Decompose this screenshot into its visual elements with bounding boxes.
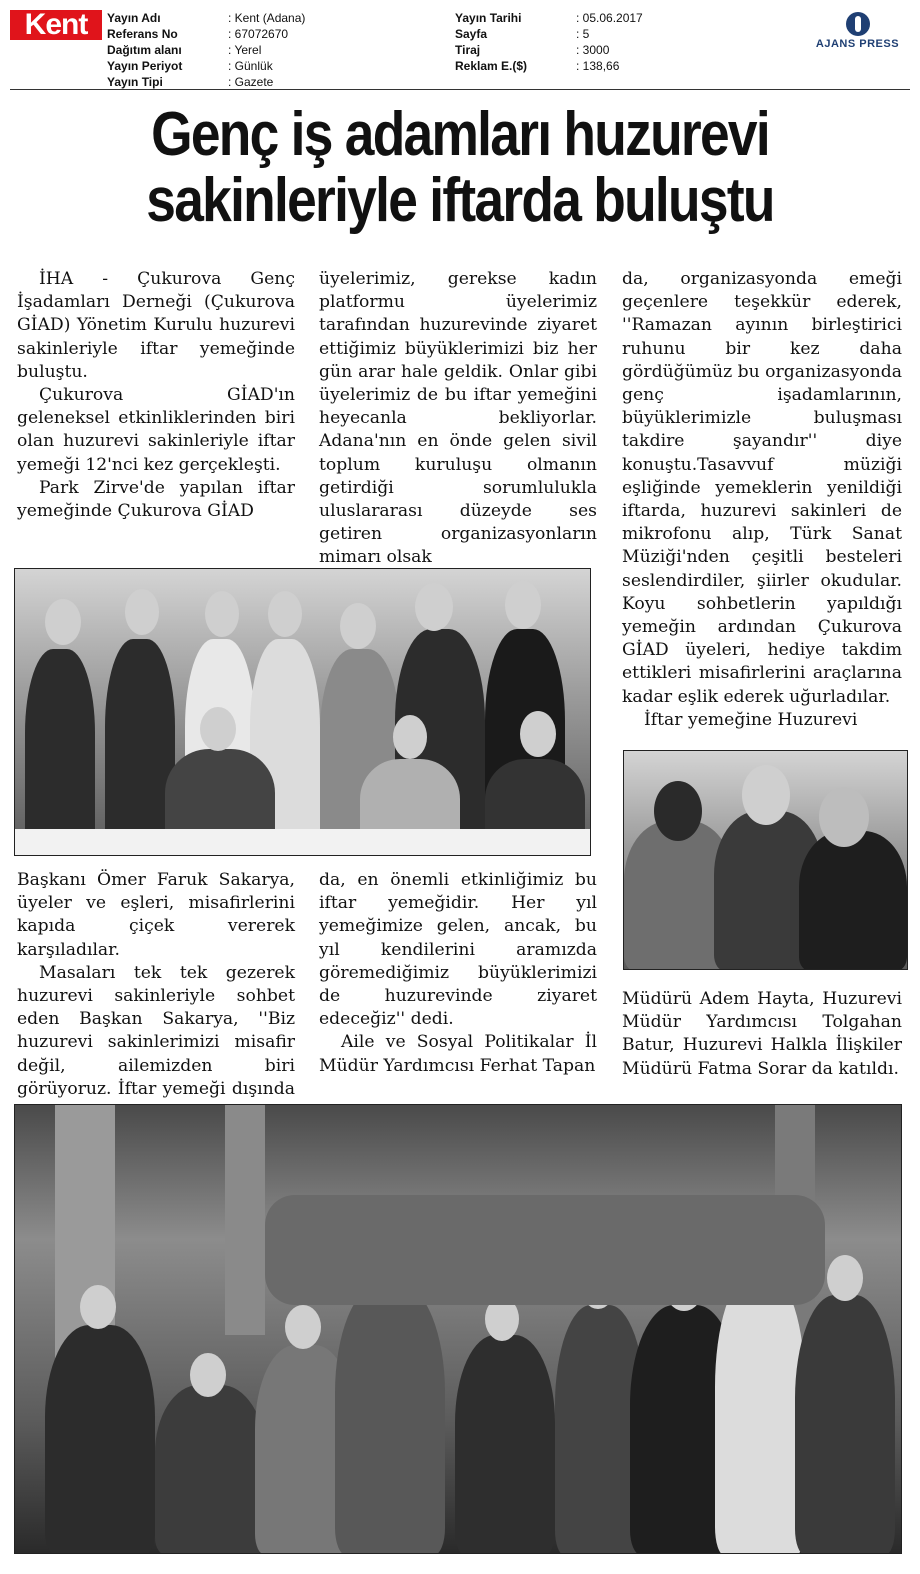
column-1-bottom (17, 869, 295, 1124)
publication-info (107, 10, 305, 90)
meta-label: Yayın Tarihi (455, 11, 522, 25)
three-people-photo (623, 750, 908, 970)
column-3-top (622, 268, 902, 732)
meta-value: : Günlük (228, 59, 273, 73)
headline-line: sakinleriyle iftarda buluştu (146, 166, 774, 235)
paragraph: Park Zirve'de yapılan iftar yemeğinde Çukurova GİAD (17, 477, 295, 522)
meta-value: : Gazete (228, 75, 274, 89)
meta-label: Referans No (107, 27, 178, 41)
publication-stats (455, 10, 643, 74)
meta-value: : 5 (576, 27, 590, 41)
header-divider (10, 89, 910, 90)
clipping-header (0, 0, 920, 92)
meta-label: Sayfa (455, 27, 488, 41)
iftar-table-photo (14, 568, 591, 856)
meta-row (455, 26, 643, 42)
paragraph: Çukurova GİAD'ın geleneksel etkinliklerinden biri olan huzurevi sakinleriyle iftar yemeği 12'nci kez gerçekleşti. (17, 385, 295, 475)
agency-logo (805, 12, 910, 50)
paragraph: Müdürü Adem Hayta, Huzurevi Müdür Yardımcısı Tolgahan Batur, Huzurevi Halkla İlişkiler Müdürü Fatma Sorar da katıldı. (622, 989, 902, 1079)
meta-value: : 05.06.2017 (576, 11, 643, 25)
column-3-bottom (622, 988, 902, 1081)
meta-row (107, 58, 305, 74)
paragraph: üyelerimiz, gerekse kadın platformu üyelerimiz tarafından huzurevinde ziyaret ettiğimiz büyüklerimizi biz her gün arar hale geldik. Onlar gibi üyelerimiz de bu iftar yemeğini heyecanla bekliyorlar. Adana'nın en önde gelen sivil toplum kuruluşu olmanın getirdiği sorumlulukla uluslararası düzeyde ses getiren organizasyonların mimarı olsak (319, 269, 597, 568)
agency-name: AJANS PRESS (815, 38, 900, 50)
paragraph: da, en önemli etkinliğimiz bu iftar yemeğidir. Her yıl yemeğimize gelen, ancak, bu yıl kendilerini aramızda göremediğimiz büyüklerimizi de huzurevinde ziyaret edeceğiz'' dedi. (319, 870, 597, 1030)
meta-value: : 3000 (576, 43, 610, 57)
paragraph: Başkanı Ömer Faruk Sakarya, üyeler ve eşleri, misafirlerini kapıda çiçek vererek karşıladılar. (17, 870, 295, 960)
meta-row (107, 26, 305, 42)
meta-label: Reklam E.($) (455, 59, 528, 73)
article-headline (76, 102, 843, 234)
meta-label: Yayın Tipi (107, 75, 163, 89)
meta-row (107, 10, 305, 26)
paragraph: İHA - Çukurova Genç İşadamları Derneği (Çukurova GİAD) Yönetim Kurulu huzurevi sakinleriyle iftar yemeğinde buluştu. (17, 269, 295, 382)
meta-row (107, 74, 305, 90)
agency-mark-icon (846, 12, 870, 36)
meta-label: Yayın Adı (107, 11, 161, 25)
group-photo (14, 1104, 902, 1554)
meta-value: : Yerel (228, 43, 262, 57)
meta-row (107, 42, 305, 58)
publication-logo: Kent (10, 10, 102, 40)
paragraph: Aile ve Sosyal Politikalar İl Müdür Yardımcısı Ferhat Tapan (319, 1032, 597, 1076)
meta-label: Dağıtım alanı (107, 43, 182, 57)
column-1-top (17, 268, 295, 523)
meta-label: Yayın Periyot (107, 59, 183, 73)
meta-row (455, 42, 643, 58)
paragraph: İftar yemeğine Huzurevi (644, 709, 858, 730)
meta-row (455, 10, 643, 26)
meta-label: Tiraj (455, 43, 481, 57)
headline-line: Genç iş adamları huzurevi (151, 100, 769, 169)
column-2-bottom (319, 869, 597, 1078)
meta-row (455, 58, 643, 74)
column-2-top (319, 268, 597, 570)
meta-value: : Kent (Adana) (228, 11, 306, 25)
meta-value: : 67072670 (228, 27, 289, 41)
paragraph: da, organizasyonda emeği geçenlere teşekkür ederek, ''Ramazan ayının birleştirici ruhunu bir kez daha gördüğümüz bu organizasyonda genç işadamlarının, büyüklerimizle buluşması takdire şayandır'' diye konuştu.Tasavvuf müziği eşliğinde yemeklerin yenildiği iftarda, huzurevi sakinleri de mikrofonu alıp, Türk Sanat Müziği'nden çeşitli besteleri seslendirdiler, şiirler okudular. Koyu sohbetlerin yapıldığı yemeğin ardından Çukurova GİAD üyeleri, hediye takdim ettikleri misafirlerini araçlarına kadar eşlik ederek uğurladılar. (622, 269, 903, 707)
meta-value: : 138,66 (576, 59, 620, 73)
paragraph: Masaları tek tek gezerek huzurevi sakinleriyle sohbet eden Başkan Sakarya, ''Biz huzurevi sakinlerimizi misafir değil, ailemizden biri görüyoruz. İftar yemeği dışında (17, 962, 295, 1099)
